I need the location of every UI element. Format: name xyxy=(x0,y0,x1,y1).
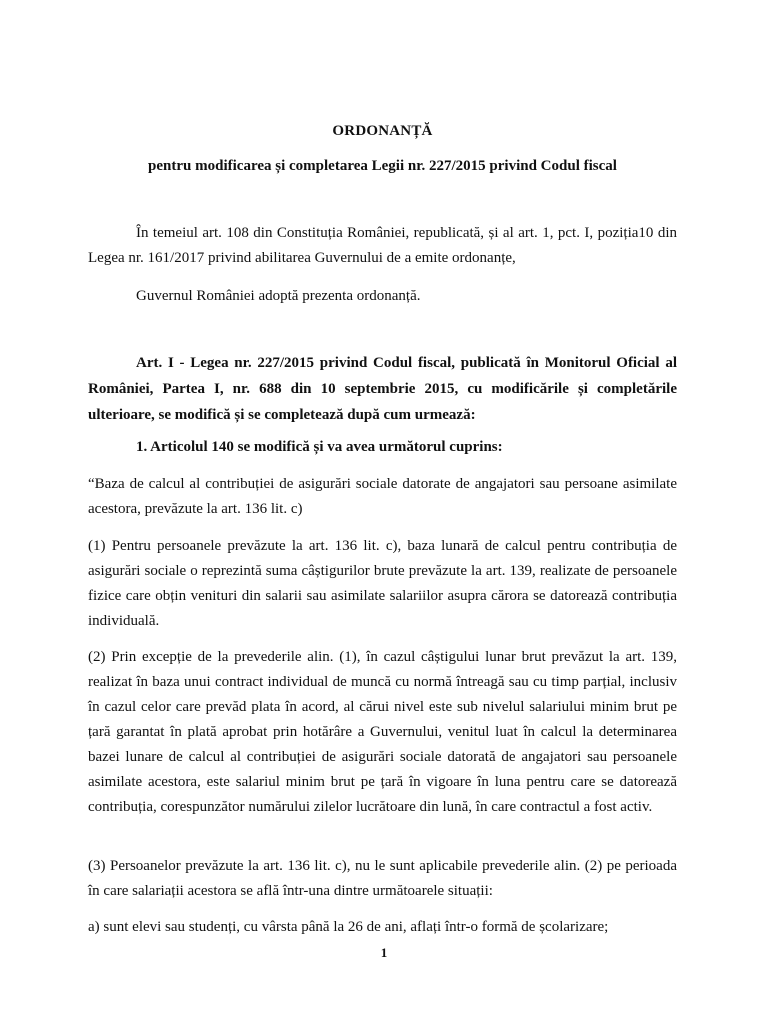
paragraph-letter-a: a) sunt elevi sau studenți, cu vârsta până la 26 de ani, aflați într-o formă de școlarizare; xyxy=(88,919,609,935)
document-subtitle: pentru modificarea și completarea Legii nr. 227/2015 privind Codul fiscal xyxy=(148,158,617,174)
paragraph-alineat-1: (1) Pentru persoanele prevăzute la art. 136 lit. c), baza lunară de calcul pentru contribuția de asigurări sociale o reprezintă suma câștigurilor brute prevăzute la art. 139, realizate de persoanele fizice care obțin venituri din salarii sau asimilate salariilor asupra cărora se datorează contribuția individuală. xyxy=(88,538,677,629)
page-number: 1 xyxy=(380,945,388,960)
paragraph-alineat-2: (2) Prin excepție de la prevederile alin. (1), în cazul câștigului lunar brut prevăzut la art. 139, realizat în baza unui contract individual de muncă cu normă întreagă sau cu timp parțial, inclusiv în cazul celor care prevăd plata în acord, al cărui nivel este sub nivelul salariului minim brut pe țară garantat în plată aprobat prin hotărâre a Guvernului, venitul luat în calcul la determinarea bazei lunare de calcul al contribuției de asigurări sociale datorată de angajatori sau persoanele asimilate acestora, este salariul minim brut pe țară în vigoare în luna pentru care se datorează contribuția, corespunzător numărului zilelor lucrătoare din lună, în care contractul a fost activ. xyxy=(88,649,677,815)
point-1-heading: 1. Articolul 140 se modifică și va avea următorul cuprins: xyxy=(136,439,503,455)
document-title: ORDONANȚĂ xyxy=(332,123,433,139)
paragraph-alineat-3: (3) Persoanelor prevăzute la art. 136 lit. c), nu le sunt aplicabile prevederile alin. (2) pe perioada în care salariații acestora se află într-una dintre următoarele situații: xyxy=(88,858,677,899)
paragraph-legal-basis: În temeiul art. 108 din Constituția României, republicată, și al art. 1, pct. I, poziția10 din Legea nr. 161/2017 privind abilitarea Guvernului de a emite ordonanțe, xyxy=(88,225,677,266)
article-1-heading: Art. I - Legea nr. 227/2015 privind Codul fiscal, publicată în Monitorul Oficial al României, Partea I, nr. 688 din 10 septembrie 2015, cu modificările și completările ulterioare, se modifică și se completează după cum urmează: xyxy=(88,355,677,423)
paragraph-government-adopts: Guvernul României adoptă prezenta ordonanță. xyxy=(136,288,421,304)
paragraph-calculation-base: “Baza de calcul al contribuției de asigurări sociale datorate de angajatori sau persoane asimilate acestora, prevăzute la art. 136 lit. c) xyxy=(88,476,677,517)
